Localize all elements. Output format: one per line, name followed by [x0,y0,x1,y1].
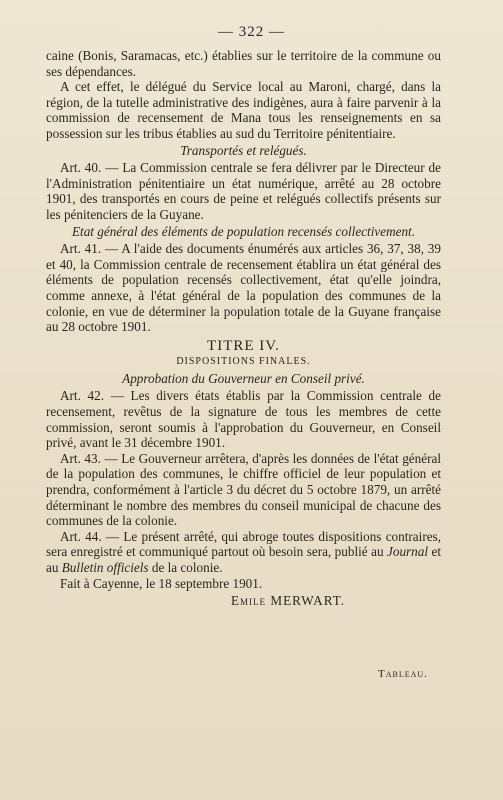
paragraph-maroni: A cet effet, le délégué du Service local au Maroni, chargé, dans la région, de la tutelle administrative des indigènes, aura à faire parvenir à la commission de recensement de Mana tous les renseignements en sa possession sur les tribus établies au sud du Territoire pénitentiaire. [46,79,441,141]
article-40: Art. 40. — La Commission centrale se fera délivrer par le Directeur de l'Administration pénitentiaire un état numérique, arrêté au 28 octobre 1901, des transportés en cours de peine et relégués collectifs présents sur les pénitenciers de la Guyane. [46,160,441,222]
article-42: Art. 42. — Les divers états établis par la Commission centrale de recensement, revêtus de la signature de tous les membres de cette commission, seront soumis à l'approbation du Gouverneur, en Conseil privé, avant le 31 décembre 1901. [46,388,441,451]
article-44-journal: Journal [387,544,429,560]
heading-approbation: Approbation du Gouverneur en Conseil privé. [122,370,365,386]
article-44-mid: et au [46,544,441,575]
section-title: TITRE IV. [207,337,280,354]
heading-etat-general: Etat général des éléments de population recensés collectivement. [71,223,415,239]
body-text [46,48,441,609]
date-line: Fait à Cayenne, le 18 septembre 1901. [60,575,263,591]
heading-transportes: Transportés et relégués. [180,142,307,158]
article-44-bulletin: Bulletin officiels [61,560,149,575]
article-41: Art. 41. — A l'aide des documents énumérés aux articles 36, 37, 38, 39 et 40, la Commission centrale de recensement établira un état général des éléments de population recensés collectivement, état qu'elle joindra, comme annexe, à l'état général de la population des communes de la colonie, en vue de déterminer la population totale de la Guyane française au 28 octobre 1901. [46,241,441,335]
signature: Emile MERWART. [231,593,346,609]
section-subtitle: DISPOSITIONS FINALES. [176,356,311,368]
signature-line [46,593,441,609]
paragraph-continuation: caine (Bonis, Saramacas, etc.) établies sur le territoire de la commune ou ses dépendances. [46,48,441,79]
article-43: Art. 43. — Le Gouverneur arrêtera, d'après les données de l'état général de la population des communes, le chiffre officiel de leur population et prendra, conformément à l'article 3 du décret du 5 octobre 1879, un arrêté déterminant le nombre des membres du conseil municipal de chacune des communes de la colonie. [46,450,441,529]
article-44-start: Art. 44. — Le présent arrêté, qui abroge toutes dispositions contraires, sera enregistré et communiqué partout où besoin sera, publié au [46,528,441,560]
article-44 [46,529,441,576]
article-44-end: de la colonie. [148,560,223,575]
page-number: — 322 — [218,24,285,40]
tableau-label: Tableau. [378,668,428,680]
